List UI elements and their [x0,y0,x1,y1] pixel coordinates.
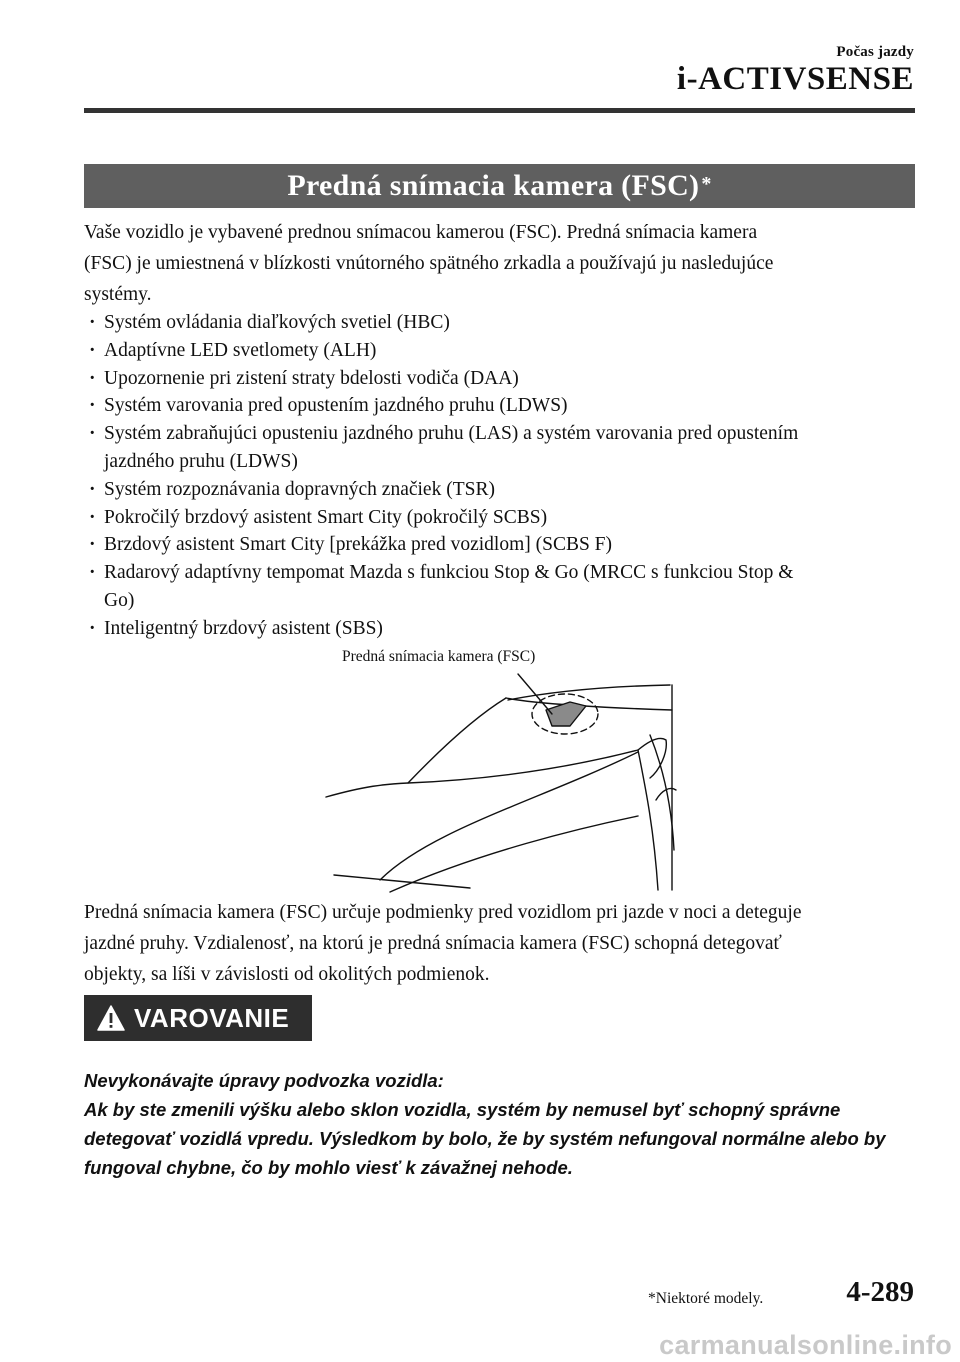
list-item-text: Go) [104,589,135,611]
bullet-dot: · [89,339,96,361]
intro-line: Vaše vozidlo je vybavené prednou snímacou kamerou (FSC). Predná snímacia kamera [84,222,758,243]
list-item [84,476,915,504]
description-line: objekty, sa líši v závislosti od okolitých podmienok. [84,964,490,985]
list-item-text: Systém rozpoznávania dopravných značiek (TSR) [104,478,495,500]
fender-line [638,750,658,890]
watermark: carmanualsonline.info [659,1330,952,1360]
intro-paragraph [84,217,915,310]
warning-label: VAROVANIE [134,1002,290,1033]
bullet-dot: · [89,478,96,500]
list-item-text: Systém zabraňujúci opusteniu jazdného pruhu (LAS) a systém varovania pred opustením [104,423,799,445]
list-item-text: Upozornenie pri zistení straty bdelosti vodiča (DAA) [104,367,519,389]
bullet-dot: · [89,367,96,389]
list-item-text: jazdného pruhu (LDWS) [104,450,298,472]
list-item [84,337,915,365]
page-number: 4-289 [846,1276,914,1308]
section-name: Počas jazdy [836,44,914,60]
warning-triangle-icon [96,1004,126,1032]
bullet-dot: · [89,506,96,528]
bullet-dot: · [89,423,96,445]
section-title-bar [84,164,915,208]
intro-line: (FSC) je umiestnená v blízkosti vnútorného spätného zrkadla a používajú ju nasledujúce [84,253,774,274]
warning-line: Ak by ste zmenili výšku alebo sklon vozidla, systém by nemusel byť schopný správne [84,1099,841,1120]
warning-title: Nevykonávajte úpravy podvozka vozidla: [84,1070,444,1091]
bullet-dot: · [89,617,96,639]
description-line: Predná snímacia kamera (FSC) určuje podmienky pred vozidlom pri jazde v noci a deteguje [84,902,802,923]
bullet-dot: · [89,534,96,556]
list-item-text: Pokročilý brzdový asistent Smart City (pokročilý SCBS) [104,506,548,528]
footnote-mark: * [701,172,712,195]
list-item [84,365,915,393]
description-line: jazdné pruhy. Vzdialenosť, na ktorú je predná snímacia kamera (FSC) schopná detegovať [84,933,782,954]
list-item-text: Radarový adaptívny tempomat Mazda s funkciou Stop & Go (MRCC s funkciou Stop & [104,562,794,584]
warning-line: fungoval chybne, čo by mohlo viesť k závažnej nehode. [84,1157,573,1178]
list-item [84,559,915,615]
bullet-dot: · [89,312,96,333]
roof-line [508,685,670,700]
list-item-text: Adaptívne LED svetlomety (ALH) [104,339,377,361]
list-item [84,309,915,337]
warning-line: detegovať vozidlá vpredu. Výsledkom by bolo, že by systém nefungoval normálne alebo by [84,1128,886,1149]
header-rule [84,108,915,113]
list-item-text: Brzdový asistent Smart City [prekážka pred vozidlom] (SCBS F) [104,534,613,556]
list-item [84,615,915,643]
a-pillar [408,698,506,783]
footnote: *Niektoré modely. [648,1290,764,1307]
intro-line: systémy. [84,284,152,305]
systems-list [84,309,915,643]
warning-text [84,1095,915,1182]
list-item [84,531,915,559]
body-line [656,788,676,800]
warning-badge [84,995,312,1041]
section-title: Predná snímacia kamera (FSC) [287,169,700,202]
list-item-text: Systém varovania pred opustením jazdného pruhu (LDWS) [104,395,568,417]
list-item [84,504,915,532]
list-item [84,392,915,420]
chapter-title: i-ACTIVSENSE [676,61,914,97]
windshield-camera-illustration [320,640,680,895]
bullet-dot: · [89,395,96,417]
list-item-text: Inteligentný brzdový asistent (SBS) [104,617,383,639]
description-paragraph [84,897,915,990]
list-item-text: Systém ovládania diaľkových svetiel (HBC) [104,312,450,333]
hood-edge [390,816,638,892]
figure-caption: Predná snímacia kamera (FSC) [342,648,536,665]
list-item [84,420,915,476]
bullet-dot: · [89,562,96,584]
